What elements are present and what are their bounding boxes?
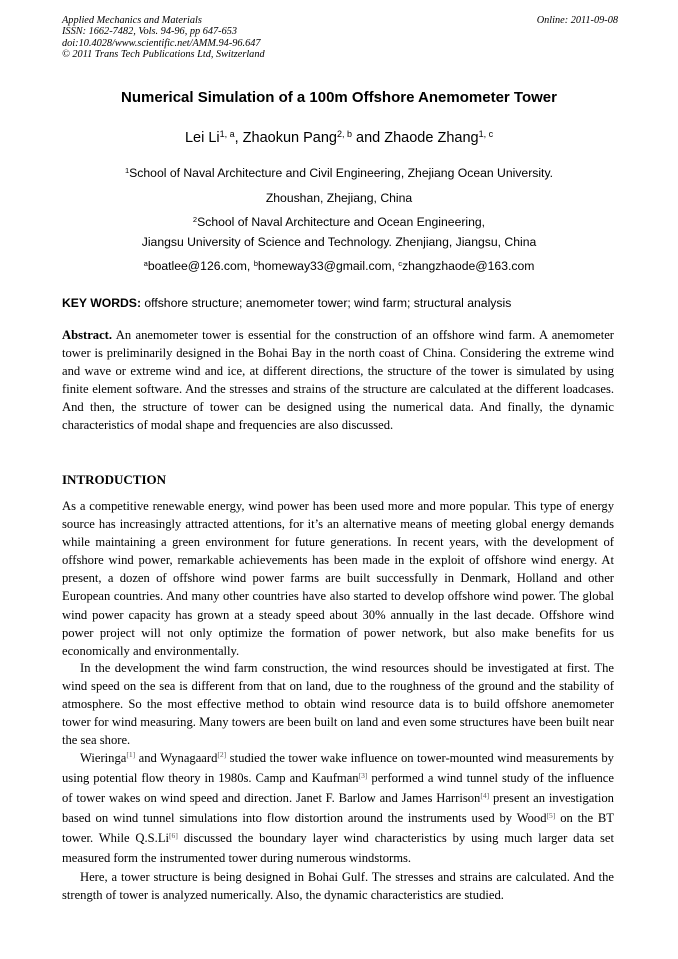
citation-marker[interactable]: [6] (169, 830, 178, 840)
intro-paragraph-2: In the development the wind farm construction, the wind resources should be investigated at first. The wind speed on the sea is different from that on land, due to the roughness of the ground and the stability of atmosphere. So the most effective method to obtain wind resource data is to build offshore anemometer tower for wind measuring. Many towers are been built on land and even some structures have been built near the sea shore. (62, 661, 614, 748)
affiliation-1-line-2: Zhoushan, Zhejiang, China (265, 191, 413, 205)
intro-paragraph-3 (62, 749, 614, 868)
author-name: Zhaode Zhang (384, 130, 479, 146)
abstract-label: Abstract. (62, 328, 113, 342)
keywords (62, 296, 618, 310)
paragraph-text: studied the tower wake influence on tower-mounted wind measurements by using potential flow theory in 1980s. Camp and Kaufman (62, 751, 614, 786)
keywords-text: offshore structure; anemometer tower; wind farm; structural analysis (141, 296, 512, 310)
citation-marker[interactable]: [3] (358, 770, 368, 780)
paragraph-text: and Wynagaard (135, 751, 218, 765)
citation-marker[interactable]: [5] (546, 810, 556, 820)
author-list (0, 130, 678, 146)
email-mark: c (398, 258, 403, 268)
paragraph-text: performed a wind tunnel study of the influence of tower wakes on wind speed and direction. Janet F. Barlow and James Harrison (62, 771, 614, 806)
abstract-text: An anemometer tower is essential for the construction of an offshore wind farm. A anemometer tower is preliminarily designed in the Bohai Bay in the north coast of China. Considering the extreme wind and wave or extreme wind and ice, at different directions, the structure of the tower is simulated by using finite element software. And the stresses and strains of the structure are calculated at the different loadcases. And then, the structure of tower can be designed using the numerical data. And finally, the dynamic characteristics of modal shape and frequencies are also discussed. (62, 328, 614, 433)
citation-marker[interactable]: [4] (480, 790, 490, 800)
author-affiliation-mark: 2, b (337, 129, 352, 140)
affiliation-text: School of Naval Architecture and Civil Engineering, Zhejiang Ocean University. (129, 166, 554, 180)
email-address: boatlee@126.com, (147, 259, 254, 273)
author-affiliation-mark: 1, c (478, 129, 494, 140)
citation-marker[interactable]: [2] (217, 750, 227, 760)
author-affiliation-mark: 1, a (219, 129, 235, 140)
affiliation-mark: 1 (124, 165, 130, 175)
author-name: Zhaokun Pang (242, 130, 337, 146)
email-line (0, 259, 678, 273)
paragraph-text: on the BT tower. While Q.S.Li (62, 811, 614, 846)
paragraph-text: discussed the boundary layer wind characteristics by using much larger data set measured form the instrumented tower during numerous windstorms. (62, 831, 614, 866)
journal-copyright: © 2011 Trans Tech Publications Ltd, Switzerland (62, 48, 265, 60)
intro-paragraph-1: As a competitive renewable energy, wind power has been used more and more popular. This type of energy source has increasingly attracted attentions, for it’s an alternative means of meeting global energy demands while maintaining a green environment for future generations. In recent years, with the development of offshore wind power, remarkable achievements has been made in the exploit of offshore wind energy. At present, a dozen of offshore wind power farms are built successfully in Denmark, Holland and other European countries. And many other countries have also started to develop offshore wind power. The global wind power capacity has grown at a steady speed about 30% annually in the last decade. Offshore wind power project will not only optimize the formation of power network, but also make benefits for us economically and environmentally. (62, 499, 614, 658)
section-heading-introduction: INTRODUCTION (62, 472, 167, 487)
paragraph-text: Wieringa (80, 751, 127, 765)
author-name: Lei Li (184, 130, 220, 146)
journal-doi: doi:10.4028/www.scientific.net/AMM.94-96.647 (62, 37, 261, 49)
keywords-label: KEY WORDS: (62, 296, 141, 310)
affiliation-2-line-2: Jiangsu University of Science and Technology. Zhenjiang, Jiangsu, China (141, 235, 537, 249)
email-mark: b (253, 258, 258, 268)
email-mark: a (143, 258, 148, 268)
affiliation-mark: 2 (192, 214, 198, 224)
author-separator: , (234, 130, 243, 146)
affiliation-2-line-1 (0, 215, 678, 229)
journal-name: Applied Mechanics and Materials (62, 15, 202, 26)
affiliation-text: School of Naval Architecture and Ocean Engineering, (197, 215, 486, 229)
journal-header (62, 15, 618, 60)
email-address: zhangzhaode@163.com (402, 259, 535, 273)
intro-paragraph-4: Here, a tower structure is being designed in Bohai Gulf. The stresses and strains are calculated. And the strength of tower is analyzed numerically. Also, the dynamic characteristics are studied. (62, 870, 614, 903)
affiliation-1-line-1 (0, 166, 678, 180)
journal-issn: ISSN: 1662-7482, Vols. 94-96, pp 647-653 (62, 26, 238, 38)
abstract (62, 326, 614, 435)
paragraph-text: present an investigation based on wind tunnel simulations into flow distortion around the instruments used by Wood (62, 791, 614, 826)
paper-title: Numerical Simulation of a 100m Offshore Anemometer Tower (121, 89, 557, 106)
online-date: Online: 2011-09-08 (536, 15, 618, 26)
citation-marker[interactable]: [1] (126, 750, 136, 760)
email-address: homeway33@gmail.com, (257, 259, 399, 273)
author-separator: and (352, 130, 385, 146)
